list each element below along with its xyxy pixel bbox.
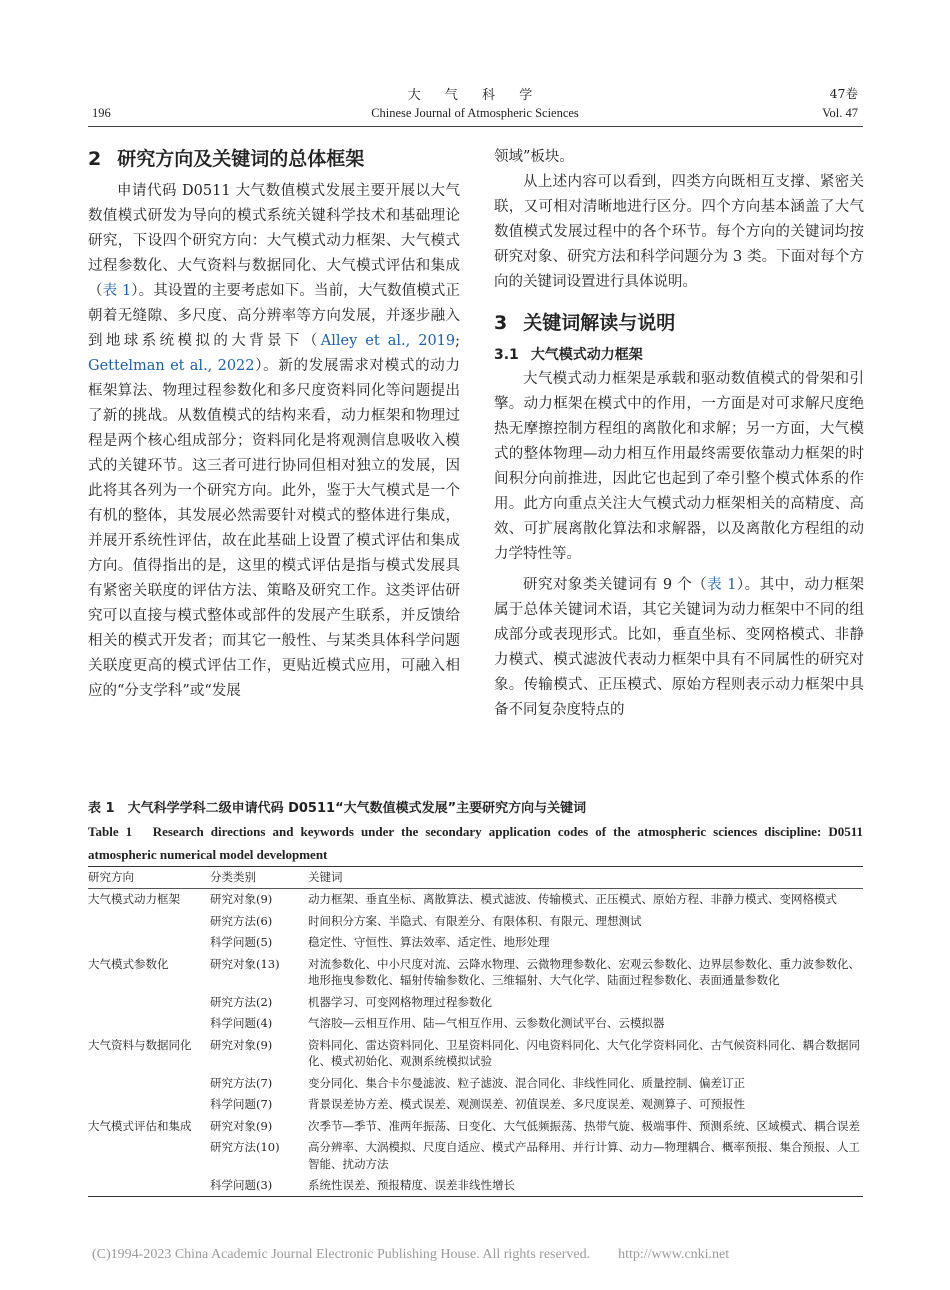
text-run: 申请代码 D0511 大气数值模式发展主要开展以大气数值模式研发为导向的模式系统关键科学技术和基础理论研究，下设四个研究方向：大气模式动力框架、大气模式过程参数化、大气资料与数据同化、大气模式评估和集成（	[88, 183, 460, 299]
section-number: 3	[494, 312, 508, 334]
table-ref-link[interactable]: 表 1	[102, 283, 132, 299]
column-header: 分类类别	[210, 867, 308, 889]
table-cell: 稳定性、守恒性、算法效率、适定性、地形处理	[308, 935, 550, 949]
text-run: ;	[455, 333, 461, 349]
text-run: ）。其设置的主要考虑如下。当前，大气数值模式正朝着无缝隙、多尺度、高分辨率等方向发展，并逐步融入到地球系统模拟的大背景下（	[88, 283, 461, 349]
table-cell: 大气模式动力框架	[88, 892, 180, 906]
table-cell: 科学问题(4)	[210, 1016, 273, 1030]
table-header-row	[88, 867, 863, 889]
table-cell	[88, 1013, 210, 1035]
table-row	[88, 1034, 863, 1072]
copyright-footer: (C)1994-2023 China Academic Journal Electronic Publishing House. All rights reserved. http://www.cnki.net	[92, 1247, 730, 1262]
citation-link[interactable]: Alley et al., 2019	[320, 333, 456, 349]
table-cell: 大气资料与数据同化	[88, 1037, 192, 1052]
table-cell: 动力框架、垂直坐标、离散算法、模式滤波、传输模式、正压模式、原始方程、非静力模式、变网格模式	[308, 892, 837, 906]
section-3-heading	[494, 309, 864, 337]
table-cell: 资料同化、雷达资料同化、卫星资料同化、闪电资料同化、大气化学资料同化、古气候资料同化、耦合数据同化、模式初始化、观测系统模拟试验	[308, 1037, 860, 1068]
table-row	[88, 1072, 863, 1094]
table-row	[88, 1175, 863, 1197]
table-cell: 研究对象(9)	[210, 1118, 273, 1133]
table-row	[88, 1094, 863, 1116]
table-cell	[88, 932, 210, 954]
text-run: ）。新的发展需求对模式的动力框架算法、物理过程参数化和多尺度资料同化等问题提出了新的挑战。从数值模式的结构来看，动力框架和物理过程是两个核心组成部分；资料同化是将观测信息吸收入模式的关键环节。这三者可进行协同但相对独立的发展，因此将其各列为一个研究方向。此外，鉴于大气模式是一个有机的整体，其发展必然需要针对模式的整体进行集成，并展开系统性评估，故在此基础上设置了模式评估和集成方向。值得指出的是，这里的模式评估是指与模式发展具有紧密关联度的评估方法、策略及研究工作。这类评估研究可以直接与模式整体或部件的发展产生联系，并反馈给相关的模式开发者；而其它一般性、与某类具体科学问题关联度更高的模式评估工作，更贴近模式应用，可融入相应的“分支学科”或“发展	[88, 358, 460, 699]
table-row	[88, 932, 863, 954]
paragraph-continuation: 领域”板块。	[494, 149, 574, 165]
keywords-table	[88, 866, 863, 1197]
paragraph	[494, 573, 864, 723]
table-cell: 系统性误差、预报精度、误差非线性增长	[308, 1175, 863, 1197]
subsection-number: 3.1	[494, 347, 519, 363]
text-run: ）。其中，动力框架属于总体关键词术语，其它关键词为动力框架中不同的组成部分或表现形式。比如，垂直坐标、变网格模式、非静力模式、模式滤波代表动力框架中具有不同属性的研究对象。传输模式、正压模式、原始方程则表示动力框架中具备不同复杂度特点的	[494, 577, 864, 718]
table-cell: 研究方法(2)	[210, 994, 273, 1009]
table-cell: 大气模式参数化	[88, 956, 169, 971]
paragraph	[88, 179, 460, 704]
right-column	[494, 145, 864, 723]
table-row	[88, 1013, 863, 1035]
volume-cn: 47卷	[829, 86, 858, 101]
table-ref-link[interactable]: 表 1	[707, 577, 737, 593]
left-column	[88, 145, 460, 704]
table-cell: 研究方法(7)	[210, 1075, 273, 1090]
table-cell: 时间积分方案、半隐式、有限差分、有限体积、有限元、理想测试	[308, 913, 642, 928]
table-row	[88, 888, 863, 910]
header-rule	[88, 126, 863, 127]
section-number: 2	[88, 148, 102, 170]
table-cell	[88, 1072, 210, 1094]
table-cell	[88, 1137, 210, 1175]
table-cell: 研究对象(13)	[210, 956, 280, 971]
paragraph: 从上述内容可以看到，四类方向既相互支撑、紧密关联，又可相对清晰地进行区分。四个方向基本涵盖了大气数值模式发展过程中的各个环节。每个方向的关键词均按研究对象、研究方法和科学问题分为 3 类。下面对每个方向的关键词设置进行具体说明。	[494, 174, 864, 290]
column-header: 关键词	[308, 867, 863, 889]
table-cell: 科学问题(3)	[210, 1175, 308, 1197]
table-row	[88, 991, 863, 1013]
table-cell: 研究对象(9)	[210, 1037, 273, 1052]
table-cell	[88, 1094, 210, 1116]
table-cell: 大气模式评估和集成	[88, 1118, 192, 1133]
table-cell	[88, 991, 210, 1013]
table-cell: 背景误差协方差、模式误差、观测误差、初值误差、多尺度误差、观测算子、可预报性	[308, 1097, 745, 1111]
section-title: 研究方向及关键词的总体框架	[117, 148, 365, 170]
page-number: 196	[92, 106, 111, 120]
table-cell: 科学问题(5)	[210, 935, 273, 949]
table-cell: 机器学习、可变网格物理过程参数化	[308, 994, 492, 1009]
table-caption-en: Table 1 Research directions and keywords under the secondary application codes of the atmospheric sciences discipline: D0511 atmospheric numerical model development	[88, 824, 863, 862]
table-cell: 研究对象(9)	[210, 892, 273, 906]
table-cell: 科学问题(7)	[210, 1097, 273, 1111]
table-cell: 高分辨率、大涡模拟、尺度自适应、模式产品释用、并行计算、动力—物理耦合、概率预报、集合预报、人工智能、扰动方法	[308, 1140, 860, 1171]
text-run: 研究对象类关键词有 9 个（	[523, 577, 708, 593]
table-cell: 研究方法(10)	[210, 1140, 280, 1154]
table-row	[88, 910, 863, 932]
table-row	[88, 1137, 863, 1175]
table-cell: 研究方法(6)	[210, 913, 273, 928]
table-cell: 气溶胶—云相互作用、陆—气相互作用、云参数化测试平台、云模拟器	[308, 1016, 665, 1030]
journal-title-cn: 大 气 科 学	[407, 88, 543, 103]
section-title: 关键词解读与说明	[523, 312, 676, 334]
table-cell: 变分同化、集合卡尔曼滤波、粒子滤波、混合同化、非线性同化、质量控制、偏差订正	[308, 1075, 745, 1090]
journal-title-en: Chinese Journal of Atmospheric Sciences	[371, 106, 579, 120]
table-cell	[88, 910, 210, 932]
table-caption-cn: 表 1 大气科学学科二级申请代码 D0511“大气数值模式发展”主要研究方向与关键词	[88, 801, 587, 816]
subsection-title: 大气模式动力框架	[530, 347, 643, 363]
subsection-3-1-heading	[494, 343, 864, 367]
table-cell: 次季节—季节、准两年振荡、日变化、大气低频振荡、热带气旋、极端事件、预测系统、区域模式、耦合误差	[308, 1118, 860, 1133]
column-header: 研究方向	[88, 867, 210, 889]
section-2-heading	[88, 145, 460, 173]
table-cell: 对流参数化、中小尺度对流、云降水物理、云微物理参数化、宏观云参数化、边界层参数化、重力波参数化、地形拖曳参数化、辐射传输参数化、三维辐射、大气化学、陆面过程参数化、表面通量参数化	[308, 956, 860, 987]
paragraph: 大气模式动力框架是承载和驱动数值模式的骨架和引擎。动力框架在模式中的作用，一方面是对可求解尺度绝热无摩擦控制方程组的离散化和求解；另一方面，大气模式的整体物理—动力相互作用最终需要依靠动力框架的时间积分向前推进，因此它也起到了牵引整个模式体系的作用。此方向重点关注大气模式动力框架相关的高精度、高效、可扩展离散化算法和求解器，以及离散化方程组的动力学特性等。	[494, 371, 864, 562]
table-cell	[88, 1175, 210, 1197]
citation-link[interactable]: Gettelman et al., 2022	[88, 358, 255, 374]
table-row	[88, 953, 863, 991]
volume-en: Vol. 47	[822, 106, 858, 120]
table-row	[88, 1115, 863, 1137]
